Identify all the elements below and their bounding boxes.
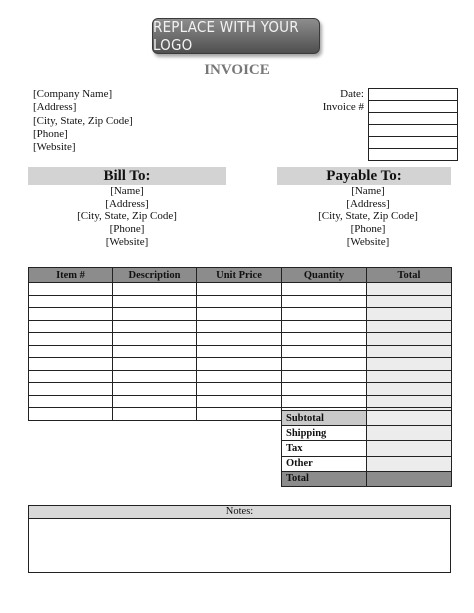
table-row <box>29 395 452 408</box>
tax-row <box>282 441 452 456</box>
table-cell[interactable] <box>282 358 367 371</box>
table-cell[interactable] <box>282 333 367 346</box>
table-cell[interactable] <box>282 295 367 308</box>
logo-placeholder <box>152 18 320 54</box>
shipping-value[interactable] <box>367 426 452 441</box>
table-cell[interactable] <box>113 383 197 396</box>
table-cell[interactable] <box>113 408 197 421</box>
bill-to-website: [Website] <box>105 235 149 248</box>
bill-to-heading: Bill To: <box>28 167 226 185</box>
table-row <box>29 370 452 383</box>
table-row <box>29 383 452 396</box>
table-cell[interactable] <box>367 383 452 396</box>
payable-to-name: [Name] <box>351 185 385 197</box>
invoice-title: INVOICE <box>204 62 270 78</box>
header-quantity: Quantity <box>282 268 367 283</box>
summary-table <box>281 410 452 487</box>
bill-to-street: [Address] <box>105 197 149 210</box>
invoice-number-label: Invoice # <box>322 101 364 113</box>
header-description: Description <box>113 268 197 283</box>
table-cell[interactable] <box>282 308 367 321</box>
notes-box[interactable] <box>28 505 451 573</box>
table-cell[interactable] <box>367 358 452 371</box>
table-cell[interactable] <box>197 345 282 358</box>
meta-field-6[interactable] <box>368 148 458 161</box>
bill-to-city: [City, State, Zip Code] <box>77 210 177 223</box>
table-cell[interactable] <box>197 370 282 383</box>
table-cell[interactable] <box>197 320 282 333</box>
table-cell[interactable] <box>113 358 197 371</box>
table-cell[interactable] <box>367 395 452 408</box>
table-cell[interactable] <box>367 345 452 358</box>
table-cell[interactable] <box>197 395 282 408</box>
table-cell[interactable] <box>113 295 197 308</box>
table-cell[interactable] <box>29 383 113 396</box>
other-row <box>282 456 452 471</box>
payable-to-street: [Address] <box>346 197 390 210</box>
table-cell[interactable] <box>29 283 113 296</box>
table-cell[interactable] <box>29 308 113 321</box>
payable-to-address <box>277 185 459 249</box>
subtotal-row <box>282 411 452 426</box>
company-name: [Company Name] <box>33 88 113 100</box>
payable-to-website: [Website] <box>346 235 390 248</box>
table-cell[interactable] <box>29 395 113 408</box>
subtotal-value[interactable] <box>367 411 452 426</box>
table-cell[interactable] <box>367 295 452 308</box>
header-unit-price: Unit Price <box>197 268 282 283</box>
tax-label: Tax <box>282 441 367 456</box>
subtotal-label: Subtotal <box>282 411 367 426</box>
table-cell[interactable] <box>197 358 282 371</box>
table-row <box>29 358 452 371</box>
table-cell[interactable] <box>282 383 367 396</box>
table-cell[interactable] <box>367 308 452 321</box>
company-info <box>33 88 133 154</box>
bill-to-phone: [Phone] <box>109 223 145 236</box>
total-row <box>282 471 452 486</box>
tax-value[interactable] <box>367 441 452 456</box>
table-row <box>29 283 452 296</box>
company-address: [Address] <box>33 101 77 114</box>
table-cell[interactable] <box>367 333 452 346</box>
table-cell[interactable] <box>282 395 367 408</box>
table-header-row <box>29 268 452 283</box>
table-cell[interactable] <box>113 283 197 296</box>
table-cell[interactable] <box>29 333 113 346</box>
logo-text: REPLACE WITH YOUR LOGO <box>153 18 299 54</box>
table-cell[interactable] <box>197 383 282 396</box>
table-cell[interactable] <box>29 320 113 333</box>
payable-to-city: [City, State, Zip Code] <box>318 210 418 223</box>
table-cell[interactable] <box>29 295 113 308</box>
bill-to-name: [Name] <box>110 185 144 197</box>
table-cell[interactable] <box>197 308 282 321</box>
table-row <box>29 345 452 358</box>
table-cell[interactable] <box>197 283 282 296</box>
payable-to-phone: [Phone] <box>350 223 386 236</box>
table-row <box>29 320 452 333</box>
notes-label: Notes: <box>29 506 450 519</box>
table-cell[interactable] <box>113 308 197 321</box>
table-cell[interactable] <box>29 358 113 371</box>
table-cell[interactable] <box>367 370 452 383</box>
company-website: [Website] <box>33 141 76 154</box>
table-cell[interactable] <box>113 333 197 346</box>
total-label: Total <box>282 471 367 486</box>
payable-to-heading: Payable To: <box>277 167 451 185</box>
table-cell[interactable] <box>113 395 197 408</box>
shipping-label: Shipping <box>282 426 367 441</box>
table-cell[interactable] <box>282 320 367 333</box>
line-items-body <box>29 283 452 421</box>
table-row <box>29 295 452 308</box>
table-row <box>29 308 452 321</box>
company-city: [City, State, Zip Code] <box>33 114 133 127</box>
table-cell[interactable] <box>367 320 452 333</box>
shipping-row <box>282 426 452 441</box>
company-phone: [Phone] <box>33 127 68 140</box>
table-cell[interactable] <box>367 283 452 296</box>
total-value[interactable] <box>367 471 452 486</box>
table-cell[interactable] <box>282 345 367 358</box>
table-cell[interactable] <box>282 283 367 296</box>
table-cell[interactable] <box>197 295 282 308</box>
table-cell[interactable] <box>282 370 367 383</box>
table-cell[interactable] <box>29 345 113 358</box>
other-value[interactable] <box>367 456 452 471</box>
other-label: Other <box>282 456 367 471</box>
table-cell[interactable] <box>197 408 282 421</box>
header-total: Total <box>367 268 452 283</box>
table-row <box>29 333 452 346</box>
line-items-table <box>28 267 452 421</box>
date-label: Date: <box>340 88 364 100</box>
header-item-number: Item # <box>29 268 113 283</box>
table-cell[interactable] <box>113 320 197 333</box>
table-cell[interactable] <box>113 345 197 358</box>
table-cell[interactable] <box>197 333 282 346</box>
bill-to-address <box>28 185 226 249</box>
table-cell[interactable] <box>29 370 113 383</box>
table-cell[interactable] <box>113 370 197 383</box>
table-cell[interactable] <box>29 408 113 421</box>
